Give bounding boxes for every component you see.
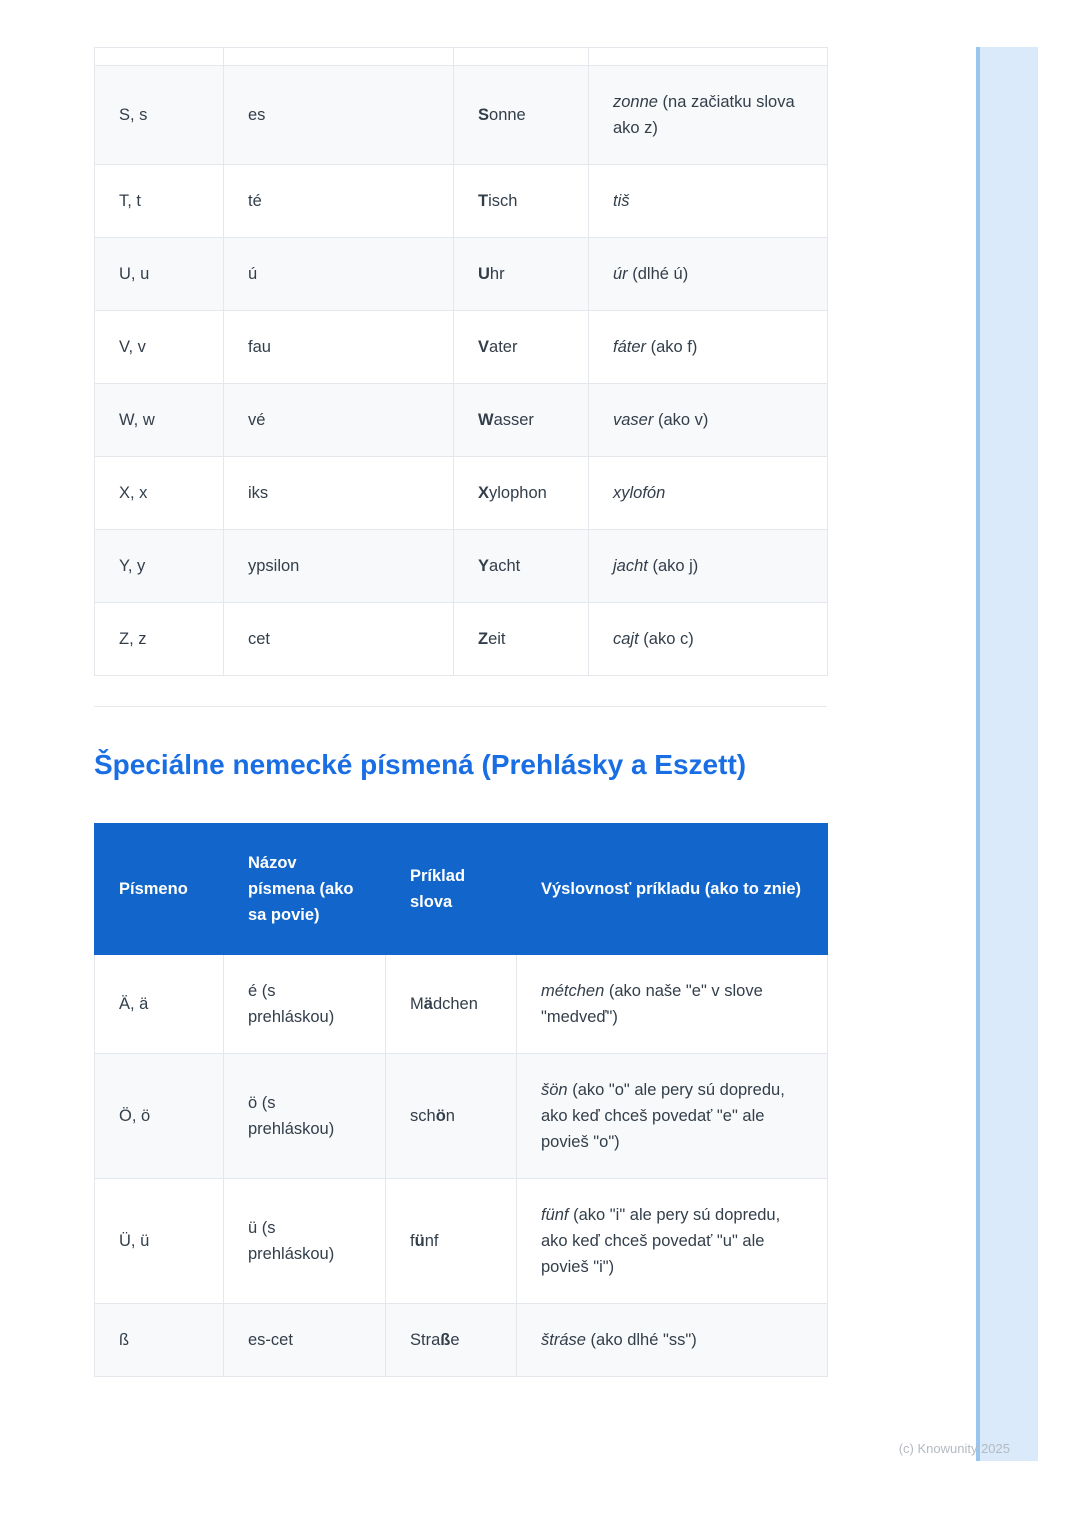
column-header: Písmeno [95,824,224,955]
example-cell: schön [386,1054,517,1179]
letter-cell: Ä, ä [95,955,224,1054]
alphabet-table [94,47,828,676]
section-heading: Špeciálne nemecké písmená (Prehlásky a Eszett) [94,749,747,780]
empty-cell [589,48,828,66]
example-cell: Straße [386,1304,517,1377]
letter-cell: S, s [95,66,224,165]
letter-cell: Ö, ö [95,1054,224,1179]
letter-cell: Z, z [95,603,224,676]
copyright-text: (c) Knowunity 2025 [898,1441,1010,1456]
pronunciation-cell: jacht (ako j) [589,530,828,603]
table-row [95,384,828,457]
table-row [95,1054,828,1179]
table-row [95,955,828,1054]
name-cell: iks [224,457,454,530]
letter-cell: X, x [95,457,224,530]
table-row [95,530,828,603]
name-cell: es [224,66,454,165]
letter-cell: W, w [95,384,224,457]
example-cell: Yacht [454,530,589,603]
empty-cell [95,48,224,66]
letter-cell: Ü, ü [95,1179,224,1304]
pronunciation-cell: xylofón [589,457,828,530]
column-header: Názov písmena (ako sa povie) [224,824,386,955]
table-row [95,603,828,676]
example-cell: Uhr [454,238,589,311]
name-cell: ö (s prehláskou) [224,1054,386,1179]
table-row [95,311,828,384]
name-cell: ü (s prehláskou) [224,1179,386,1304]
pronunciation-cell: fáter (ako f) [589,311,828,384]
pronunciation-cell: vaser (ako v) [589,384,828,457]
table-row-partial [95,48,828,66]
example-cell: Vater [454,311,589,384]
example-cell: Xylophon [454,457,589,530]
name-cell: ú [224,238,454,311]
name-cell: es-cet [224,1304,386,1377]
table-row [95,1304,828,1377]
document-content [94,0,827,1377]
name-cell: vé [224,384,454,457]
section-divider [94,706,827,707]
table-row [95,457,828,530]
example-cell: Wasser [454,384,589,457]
name-cell: é (s prehláskou) [224,955,386,1054]
pronunciation-cell: úr (dlhé ú) [589,238,828,311]
example-cell: fünf [386,1179,517,1304]
column-header: Príklad slova [386,824,517,955]
table-row [95,66,828,165]
name-cell: té [224,165,454,238]
pronunciation-cell: šön (ako "o" ale pery sú dopredu, ako keď chceš povedať "e" ale povieš "o") [517,1054,828,1179]
column-header: Výslovnosť príkladu (ako to znie) [517,824,828,955]
name-cell: fau [224,311,454,384]
empty-cell [224,48,454,66]
letter-cell: V, v [95,311,224,384]
special-letters-table [94,823,828,1377]
pronunciation-cell: cajt (ako c) [589,603,828,676]
pronunciation-cell: métchen (ako naše "e" v slove "medveď") [517,955,828,1054]
letter-cell: Y, y [95,530,224,603]
letter-cell: ß [95,1304,224,1377]
table-header-row [95,824,828,955]
pronunciation-cell: štráse (ako dlhé "ss") [517,1304,828,1377]
example-cell: Zeit [454,603,589,676]
table-row [95,165,828,238]
example-cell: Mädchen [386,955,517,1054]
pronunciation-cell: fünf (ako "i" ale pery sú dopredu, ako keď chceš povedať "u" ale povieš "i") [517,1179,828,1304]
table-row [95,238,828,311]
pronunciation-cell: tiš [589,165,828,238]
pronunciation-cell: zonne (na začiatku slova ako z) [589,66,828,165]
letter-cell: T, t [95,165,224,238]
name-cell: ypsilon [224,530,454,603]
example-cell: Tisch [454,165,589,238]
table-row [95,1179,828,1304]
letter-cell: U, u [95,238,224,311]
example-cell: Sonne [454,66,589,165]
page-side-strip [976,47,1038,1461]
empty-cell [454,48,589,66]
name-cell: cet [224,603,454,676]
